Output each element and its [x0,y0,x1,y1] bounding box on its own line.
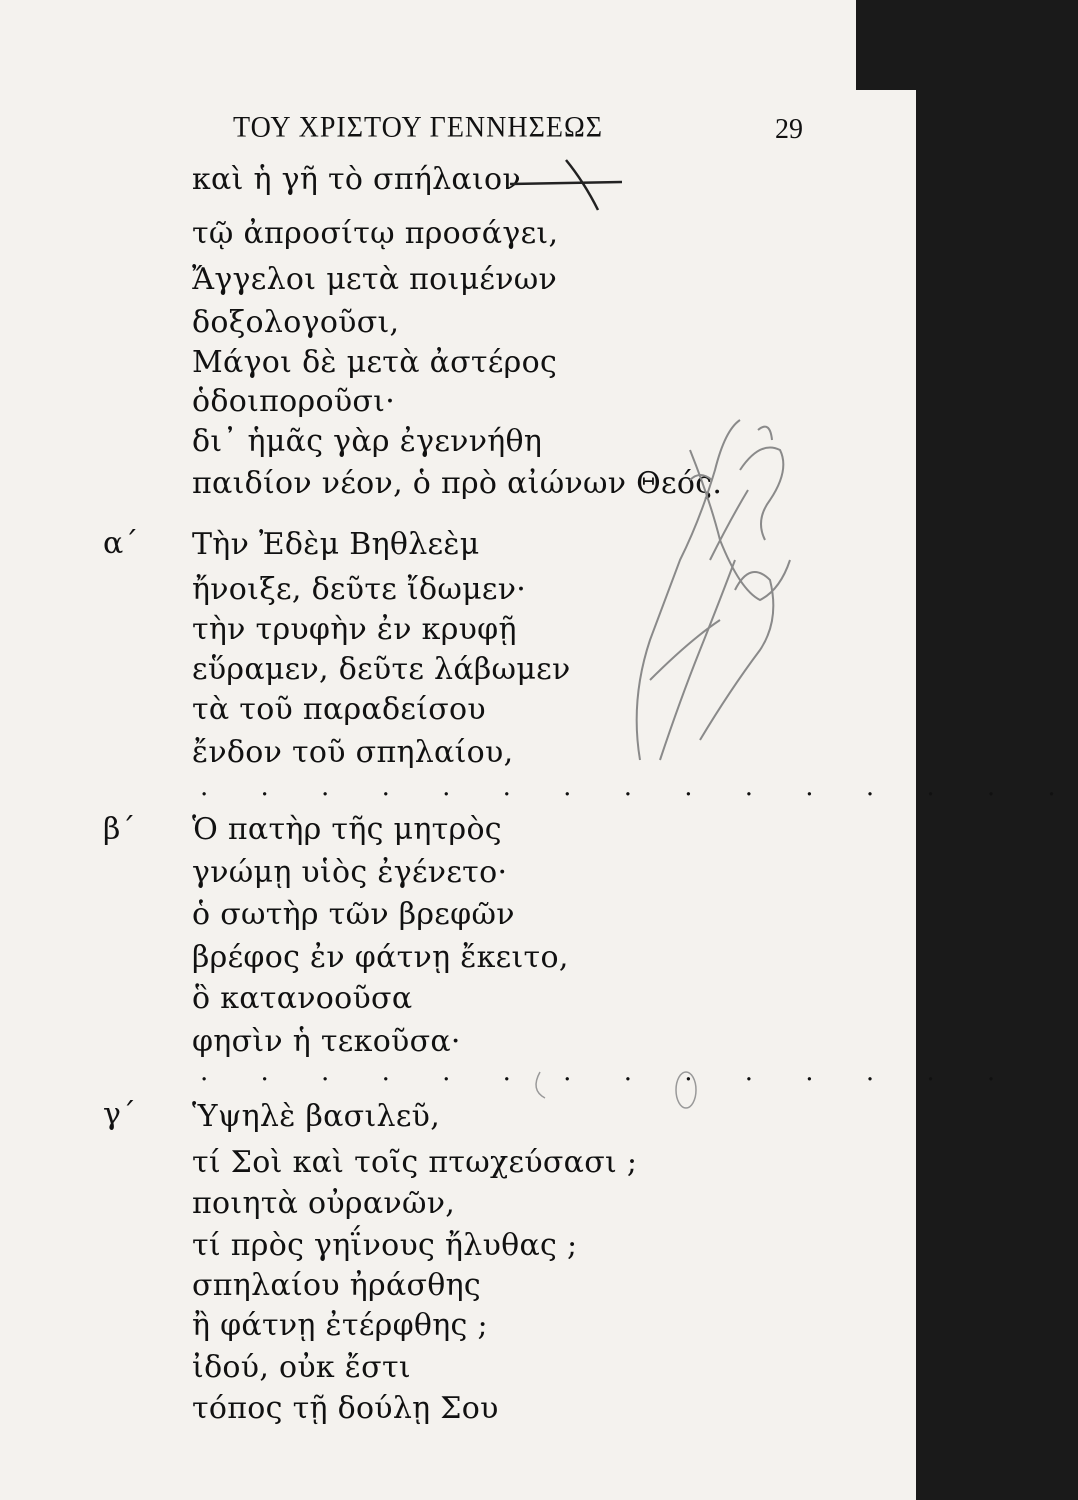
verse-line: βρέφος ἐν φάτνῃ ἔκειτο, [192,940,569,975]
verse-line: δοξολογοῦσι, [192,305,400,340]
verse-line: τῷ ἀπροσίτῳ προσάγει, [192,216,559,251]
page-corner [856,0,916,90]
verse-line: ποιητὰ οὐρανῶν, [192,1186,456,1221]
verse-line: Μάγοι δὲ μετὰ ἀστέρος [192,345,558,380]
running-header: ΤΟΥ ΧΡΙΣΤΟΥ ΓΕΝΝΗΣΕΩΣ [233,111,604,144]
verse-line: καὶ ἡ γῆ τὸ σπήλαιον [192,162,521,197]
verse-line: Ὑψηλὲ βασιλεῦ, [192,1099,441,1134]
verse-line: ὁ σωτὴρ τῶν βρεφῶν [192,897,515,932]
verse-line: τὰ τοῦ παραδείσου [192,692,486,727]
verse-line: Ἄγγελοι μετὰ ποιμένων [192,262,558,297]
stanza-mark-gamma: γ΄ [103,1097,136,1132]
verse-line: τόπος τῇ δούλῃ Σου [192,1391,499,1426]
verse-line: γνώμῃ υἱὸς ἐγένετο· [192,855,508,890]
pencil-cross-stroke [566,160,598,210]
verse-line: εὕραμεν, δεῦτε λάβωμεν [192,652,571,687]
verse-line: Τὴν Ἐδὲμ Βηθλεὲμ [192,527,480,562]
verse-line: ὁδοιποροῦσι· [192,384,396,419]
verse-line: ἢ φάτνῃ ἐτέρφθης ; [192,1308,488,1343]
verse-line: ἰδού, οὐκ ἔστι [192,1350,411,1385]
verse-line: ἔνδον τοῦ σπηλαίου, [192,735,514,770]
verse-line: Ὁ πατὴρ τῆς μητρὸς [192,812,502,847]
ellipsis-row: . . . . . . . . . . . . . . . [200,772,1078,802]
verse-line: σπηλαίου ἠράσθης [192,1268,482,1303]
page-number: 29 [775,114,803,145]
verse-line: φησὶν ἡ τεκοῦσα· [192,1024,461,1059]
pencil-cross-stroke [510,182,622,184]
verse-line: τί πρὸς γηΐνους ἤλυθας ; [192,1228,578,1263]
verse-line: δι᾽ ἡμᾶς γὰρ ἐγεννήθη [192,424,543,459]
ellipsis-row: . . . . . . . . . . . . . . [200,1057,1018,1087]
stanza-mark-beta: β΄ [103,812,136,847]
stanza-mark-alpha: α΄ [103,526,139,561]
verse-line: ὃ κατανοοῦσα [192,981,413,1016]
verse-line: ἤνοιξε, δεῦτε ἴδωμεν· [192,572,527,607]
verse-line: τί Σοὶ καὶ τοῖς πτωχεύσασι ; [192,1145,638,1180]
verse-line: παιδίον νέον, ὁ πρὸ αἰώνων Θεός. [192,466,723,501]
verse-line: τὴν τρυφὴν ἐν κρυφῇ [192,612,517,647]
